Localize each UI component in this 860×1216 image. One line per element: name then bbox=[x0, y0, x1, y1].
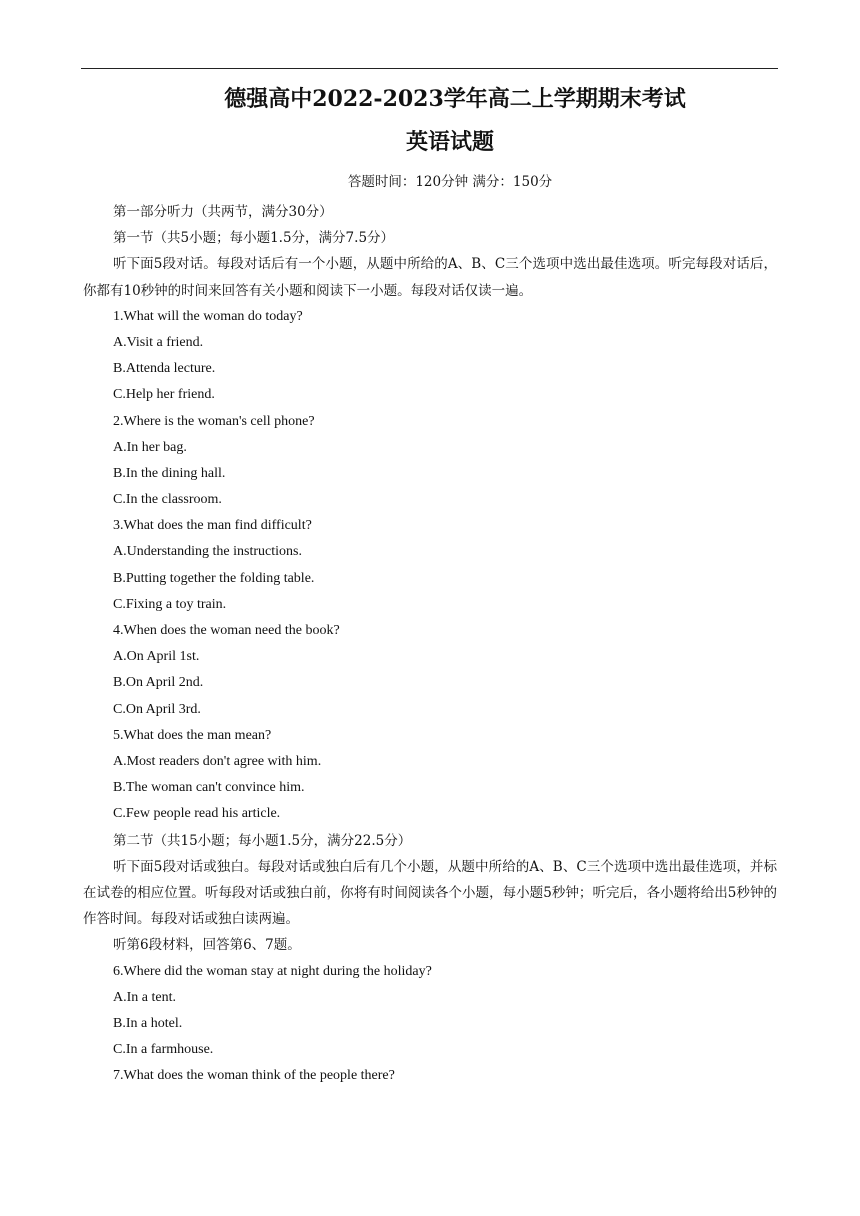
section2-instructions: 听下面5段对话或独白。每段对话或独白后有几个小题，从题中所给的A、B、C三个选项中选出最佳选项，并标在试卷的相应位置。听每段对话或独白前，你将有时间阅读各个小题，每小题5秒钟；听完后，各小题将给出5秒钟的作答时间。每段对话或独白读两遍。 bbox=[83, 858, 777, 928]
option-c: C.Help her friend. bbox=[113, 387, 215, 403]
exam-body bbox=[0, 199, 860, 1089]
section1-heading: 第一节（共5小题；每小题1.5分，满分7.5分） bbox=[113, 230, 395, 247]
exam-info: 答题时间：120分钟 满分：150分 bbox=[347, 174, 553, 190]
exam-subtitle: 英语试题 bbox=[405, 129, 494, 155]
section2-heading: 第二节（共15小题；每小题1.5分，满分22.5分） bbox=[113, 832, 412, 849]
option-c: C.In the classroom. bbox=[113, 492, 222, 508]
option-b: B.Attenda lecture. bbox=[113, 361, 216, 377]
option-b: B.The woman can't convince him. bbox=[113, 780, 305, 796]
option-a: A.In her bag. bbox=[113, 439, 187, 455]
part1-heading: 第一部分听力（共两节，满分30分） bbox=[113, 204, 333, 220]
material-intro: 听第6段材料，回答第6、7题。 bbox=[113, 937, 301, 954]
option-a: A.Most readers don't agree with him. bbox=[113, 753, 322, 769]
option-b: B.In the dining hall. bbox=[113, 465, 226, 481]
question-stem: 7.What does the woman think of the people there? bbox=[113, 1068, 395, 1084]
question-4 bbox=[0, 618, 860, 723]
question-7 bbox=[0, 1063, 860, 1089]
section1-instructions: 听下面5段对话。每段对话后有一个小题，从题中所给的A、B、C三个选项中选出最佳选项。听完每段对话后，你都有10秒钟的时间来回答有关小题和阅读下一小题。每段对话仅读一遍。 bbox=[83, 256, 777, 299]
question-5 bbox=[0, 723, 860, 828]
option-a: A.Understanding the instructions. bbox=[113, 544, 302, 560]
option-a: A.In a tent. bbox=[113, 989, 176, 1005]
option-a: A.Visit a friend. bbox=[113, 334, 204, 350]
question-stem: 6.Where did the woman stay at night during the holiday? bbox=[113, 963, 432, 979]
question-stem: 2.Where is the woman's cell phone? bbox=[113, 413, 315, 429]
exam-title: 德强高中2022-2023学年高二上学期期末考试 bbox=[224, 86, 686, 112]
option-a: A.On April 1st. bbox=[113, 649, 200, 665]
question-stem: 4.When does the woman need the book? bbox=[113, 623, 340, 639]
option-c: C.Few people read his article. bbox=[113, 806, 281, 822]
header-rule bbox=[81, 68, 778, 69]
question-6 bbox=[0, 959, 860, 1064]
question-3 bbox=[0, 513, 860, 618]
option-b: B.On April 2nd. bbox=[113, 675, 204, 691]
question-stem: 1.What will the woman do today? bbox=[113, 308, 303, 324]
option-b: B.Putting together the folding table. bbox=[113, 570, 315, 586]
option-c: C.Fixing a toy train. bbox=[113, 596, 227, 612]
option-c: C.On April 3rd. bbox=[113, 701, 201, 717]
question-stem: 5.What does the man mean? bbox=[113, 727, 272, 743]
question-2 bbox=[0, 409, 860, 514]
question-stem: 3.What does the man find difficult? bbox=[113, 518, 312, 534]
option-c: C.In a farmhouse. bbox=[113, 1042, 214, 1058]
question-1 bbox=[0, 304, 860, 409]
option-b: B.In a hotel. bbox=[113, 1015, 183, 1031]
